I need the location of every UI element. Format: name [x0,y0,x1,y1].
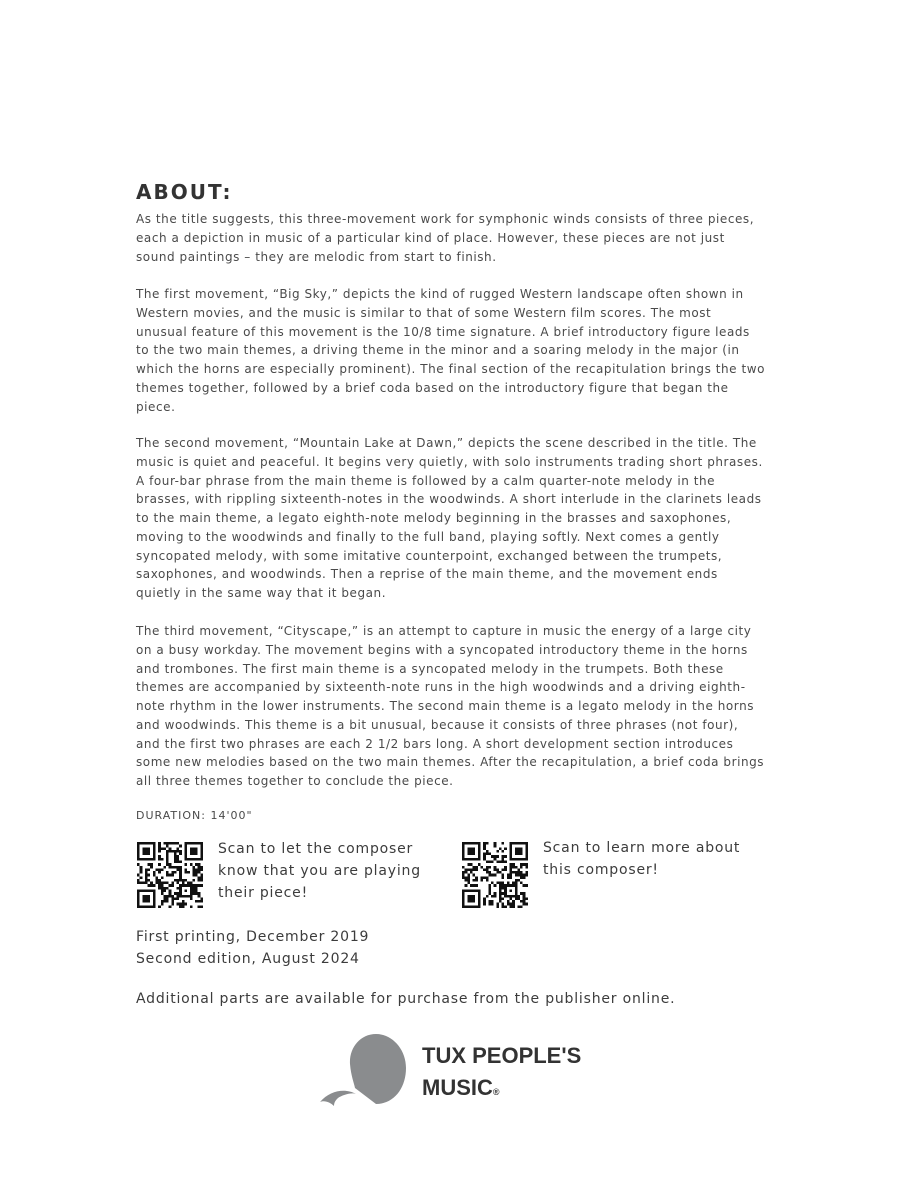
printing-history [136,926,369,970]
qr-code-icon[interactable] [462,842,528,908]
publisher-name [422,1040,581,1108]
publisher-name-line2: MUSIC [422,1075,493,1100]
qr-caption-composer: Scan to learn more about this composer! [543,840,741,878]
first-printing: First printing, December 2019 [136,929,370,945]
duration-label: DURATION: 14'00" [136,809,253,822]
registered-mark: ® [492,1087,500,1097]
about-paragraph-cityscape: The third movement, “Cityscape,” is an attempt to capture in music the energy of a large city on a busy workday. The movement begins with a syncopated introductory theme in the horns and trombones. The first main theme is a syncopated melody in the trumpets. Both these themes are accompanied by sixteenth-note runs in the high woodwinds and a driving eighth-note rhythm in the lower instruments. The second main theme is a legato melody in the horns and woodwinds. This theme is a bit unusual, because it consists of three phrases (not four), and the first two phrases are each 2 1/2 bars long. A short development section introduces some new melodies based on the two main themes. After the recapitulation, a brief coda brings all three themes together to conclude the piece. [136,624,765,788]
additional-parts-notice: Additional parts are available for purchase from the publisher online. [136,991,676,1007]
second-edition: Second edition, August 2024 [136,951,360,967]
about-heading: ABOUT: [136,180,233,204]
speech-bubble-logo-icon [318,1032,413,1110]
qr-caption-playing: Scan to let the composer know that you are playing their piece! [218,841,421,901]
qr-code-icon[interactable] [137,842,203,908]
about-paragraph-big-sky: The first movement, “Big Sky,” depicts the kind of rugged Western landscape often shown in Western movies, and the music is similar to that of some Western film scores. The most unusual feature of this movement is the 10/8 time signature. A brief introductory figure leads to the two main themes, a driving theme in the minor and a soaring melody in the major (in which the horns are especially prominent). The final section of the recapitulation brings the two themes together, followed by a brief coda based on the introductory figure that began the piece. [136,287,765,414]
publisher-name-line2-wrap [422,1072,581,1108]
about-paragraph-mountain-lake: The second movement, “Mountain Lake at Dawn,” depicts the scene described in the title. The music is quiet and peaceful. It begins very quietly, with solo instruments trading short phrases. A four-bar phrase from the main theme is followed by a calm quarter-note melody in the brasses, with rippling sixteenth-notes in the woodwinds. A short interlude in the clarinets leads to the main theme, a legato eighth-note melody beginning in the brasses and saxophones, moving to the woodwinds and finally to the full band, playing softly. Next comes a gently syncopated melody, with some imitative counterpoint, exchanged between the trumpets, saxophones, and woodwinds. Then a reprise of the main theme, and the movement ends quietly in the same way that it began. [136,436,763,600]
about-paragraph-intro: As the title suggests, this three-movement work for symphonic winds consists of three pieces, each a depiction in music of a particular kind of place. However, these pieces are not just sound paintings – they are melodic from start to finish. [136,212,755,264]
publisher-name-line1: TUX PEOPLE'S [422,1043,582,1068]
